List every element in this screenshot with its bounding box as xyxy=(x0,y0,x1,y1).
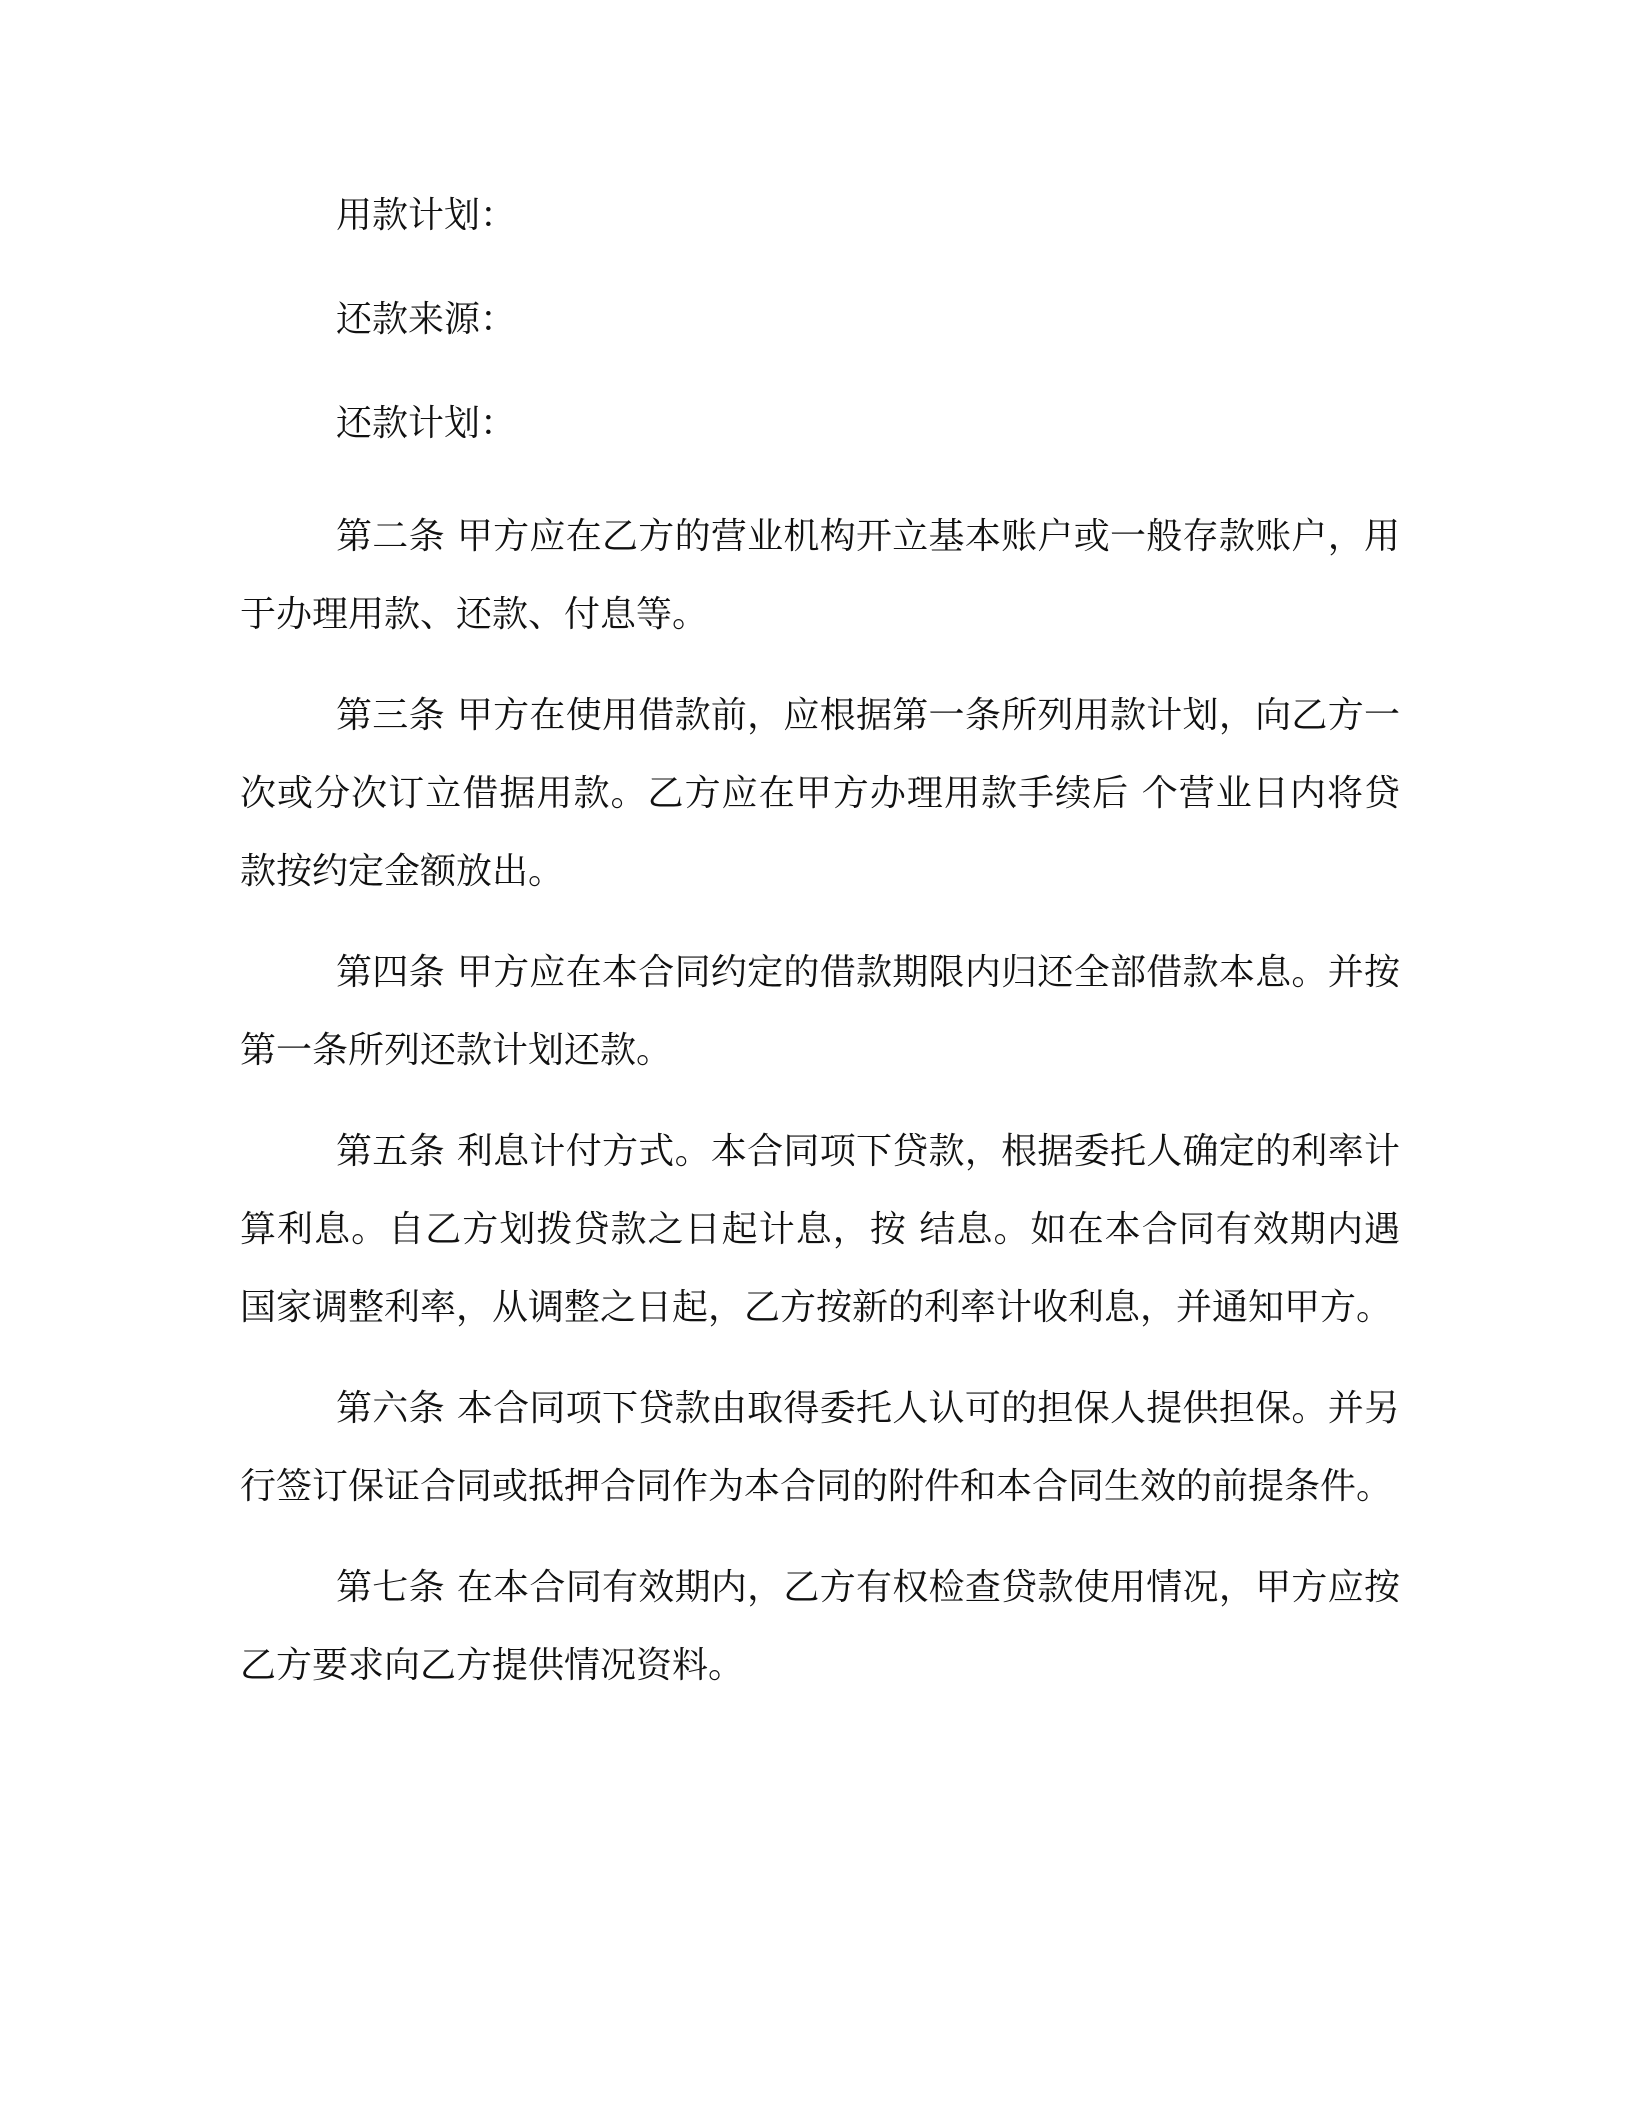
field-repayment-plan xyxy=(240,398,1400,450)
article-text: 本合同项下贷款由取得委托人认可的担保人提供担保。并另行签订保证合同或抵押合同作为本合同的附件和本合同生效的前提条件。 xyxy=(240,1388,1400,1507)
field-label: 还款计划： xyxy=(336,403,517,444)
article-6 xyxy=(240,1370,1400,1526)
field-repayment-source xyxy=(240,294,1400,346)
article-7 xyxy=(240,1549,1400,1705)
field-label: 还款来源： xyxy=(336,299,517,340)
field-label: 用款计划： xyxy=(336,195,517,236)
article-3 xyxy=(240,677,1400,911)
article-text: 在本合同有效期内，乙方有权检查贷款使用情况，甲方应按乙方要求向乙方提供情况资料。 xyxy=(240,1567,1400,1686)
article-number: 第五条 xyxy=(336,1131,445,1172)
article-number: 第六条 xyxy=(336,1388,445,1429)
article-text: 利息计付方式。本合同项下贷款，根据委托人确定的利率计算利息。自乙方划拨贷款之日起计息，按 结息。如在本合同有效期内遇国家调整利率，从调整之日起，乙方按新的利率计收利息，并通知甲方。 xyxy=(240,1131,1400,1328)
field-usage-plan xyxy=(240,190,1400,242)
article-2 xyxy=(240,498,1400,654)
article-text: 甲方在使用借款前，应根据第一条所列用款计划，向乙方一次或分次订立借据用款。乙方应在甲方办理用款手续后 个营业日内将贷款按约定金额放出。 xyxy=(240,695,1400,892)
article-text: 甲方应在乙方的营业机构开立基本账户或一般存款账户，用于办理用款、还款、付息等。 xyxy=(240,516,1400,635)
article-5 xyxy=(240,1113,1400,1347)
article-number: 第三条 xyxy=(336,695,445,736)
article-number: 第四条 xyxy=(336,952,445,993)
article-text: 甲方应在本合同约定的借款期限内归还全部借款本息。并按第一条所列还款计划还款。 xyxy=(240,952,1400,1071)
article-number: 第七条 xyxy=(336,1567,445,1608)
document-body xyxy=(240,190,1400,1728)
article-number: 第二条 xyxy=(336,516,445,557)
article-4 xyxy=(240,934,1400,1090)
